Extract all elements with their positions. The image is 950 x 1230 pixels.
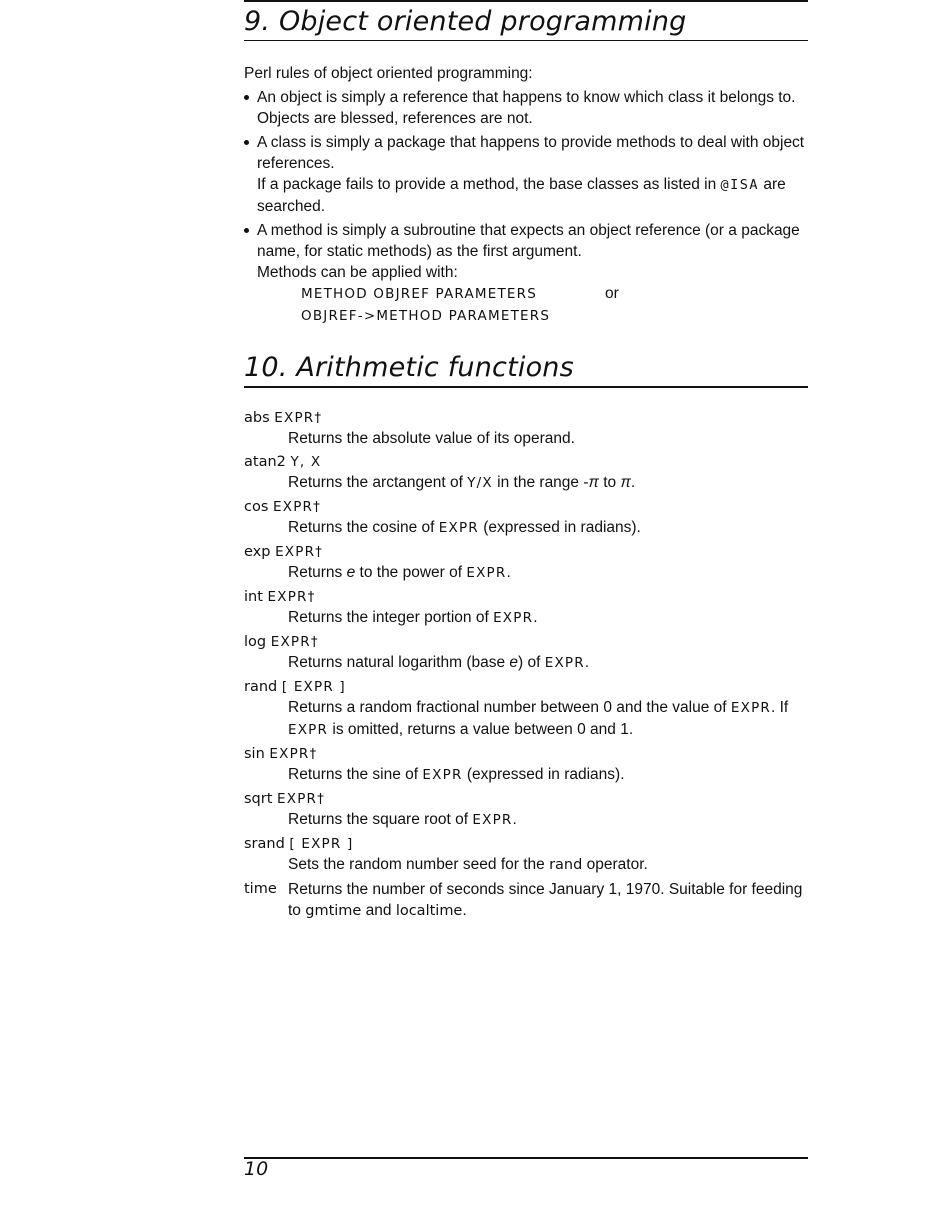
function-entry bbox=[244, 452, 808, 494]
code-text: METHOD OBJREF PARAMETERS bbox=[301, 286, 538, 302]
function-entry bbox=[244, 632, 808, 674]
function-signature: srand [ EXPR ] bbox=[244, 836, 354, 852]
bullet-text: A method is simply a subroutine that expects an object reference (or a package name, for static methods) as the first argument. bbox=[257, 222, 800, 260]
section-9-bullet-list bbox=[244, 87, 808, 330]
bullet-text: A class is simply a package that happens to provide methods to deal with object references. bbox=[257, 134, 805, 172]
section-9-rule bbox=[244, 40, 808, 41]
code-example bbox=[257, 283, 808, 305]
bullet-text: Objects are blessed, references are not. bbox=[257, 110, 533, 127]
function-list bbox=[244, 408, 808, 925]
section-9-intro: Perl rules of object oriented programming: bbox=[244, 65, 533, 82]
bullet-item bbox=[244, 87, 808, 129]
bullet-text: An object is simply a reference that happens to know which class it belongs to. bbox=[257, 89, 796, 106]
function-description: Returns the number of seconds since January 1, 1970. Suitable for feeding to gmtime and localtime. bbox=[288, 881, 803, 919]
bullet-item bbox=[244, 132, 808, 217]
function-entry bbox=[244, 834, 808, 876]
function-description: Returns e to the power of EXPR. bbox=[288, 564, 511, 581]
bullet-text: Methods can be applied with: bbox=[257, 264, 458, 281]
function-description: Sets the random number seed for the rand operator. bbox=[288, 856, 648, 873]
footer-rule bbox=[244, 1157, 808, 1159]
function-signature: sin EXPR† bbox=[244, 746, 318, 762]
bullet-text: If a package fails to provide a method, the base classes as listed in @ISA are searched. bbox=[257, 176, 786, 215]
inline-code: @ISA bbox=[720, 177, 760, 193]
section-10-heading: 10. Arithmetic functions bbox=[244, 352, 574, 383]
function-signature: log EXPR† bbox=[244, 634, 319, 650]
function-signature: sqrt EXPR† bbox=[244, 791, 326, 807]
function-description: Returns the absolute value of its operand. bbox=[288, 430, 575, 447]
section-9-heading: 9. Object oriented programming bbox=[244, 6, 687, 37]
function-description: Returns the cosine of EXPR (expressed in radians). bbox=[288, 519, 641, 536]
function-description: Returns the square root of EXPR. bbox=[288, 811, 517, 828]
code-example bbox=[257, 305, 808, 327]
section-10-rule bbox=[244, 386, 808, 388]
function-entry bbox=[244, 497, 808, 539]
function-description: Returns natural logarithm (base e) of EXPR. bbox=[288, 654, 590, 671]
bullet-icon bbox=[244, 95, 249, 100]
function-signature: time bbox=[244, 881, 277, 897]
bullet-item bbox=[244, 220, 808, 327]
function-entry bbox=[244, 789, 808, 831]
function-signature: int EXPR† bbox=[244, 589, 316, 605]
function-signature: atan2 Y, X bbox=[244, 454, 322, 470]
function-signature: cos EXPR† bbox=[244, 499, 322, 515]
function-entry bbox=[244, 879, 808, 922]
function-entry bbox=[244, 744, 808, 786]
function-signature: exp EXPR† bbox=[244, 544, 324, 560]
function-entry bbox=[244, 587, 808, 629]
bullet-icon bbox=[244, 228, 249, 233]
function-description: Returns a random fractional number between 0 and the value of EXPR. If EXPR is omitted, returns a value between 0 and 1. bbox=[288, 699, 789, 738]
top-rule bbox=[244, 0, 808, 2]
function-description: Returns the integer portion of EXPR. bbox=[288, 609, 538, 626]
function-entry bbox=[244, 542, 808, 584]
function-signature: rand [ EXPR ] bbox=[244, 679, 346, 695]
function-signature: abs EXPR† bbox=[244, 410, 323, 426]
function-description: Returns the sine of EXPR (expressed in radians). bbox=[288, 766, 625, 783]
function-entry bbox=[244, 408, 808, 449]
function-description: Returns the arctangent of Y/X in the range -π to π. bbox=[288, 474, 636, 491]
bullet-icon bbox=[244, 140, 249, 145]
or-text: or bbox=[605, 285, 619, 302]
page-number: 10 bbox=[244, 1158, 269, 1180]
code-text: OBJREF->METHOD PARAMETERS bbox=[301, 308, 551, 324]
function-entry bbox=[244, 677, 808, 741]
